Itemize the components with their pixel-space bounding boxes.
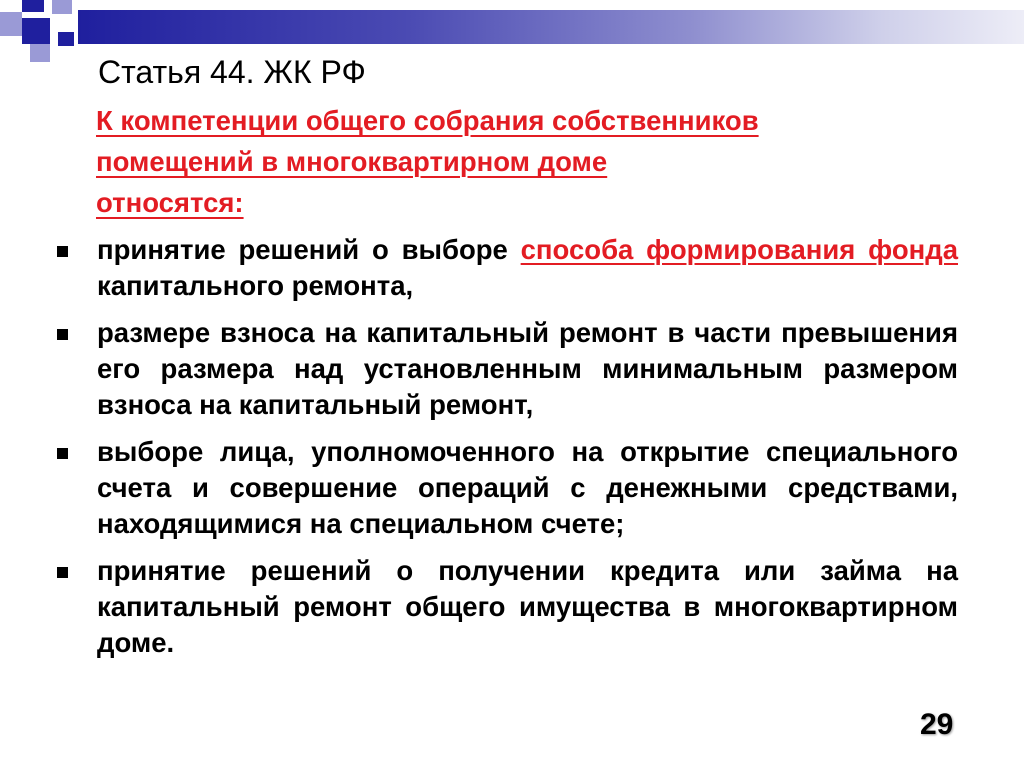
decor-square [22,0,44,12]
decor-square [52,0,72,14]
decor-square [50,14,72,32]
item-text: выборе лица, уполномоченного на открытие специального счета и совершение операций с денежными средствами, находящимися на специальном счете; [97,436,958,539]
bullet-list [0,232,1024,672]
intro-text [96,100,956,223]
decor-square [30,44,50,62]
bullet-square-icon [57,246,68,257]
list-item [97,434,958,542]
header-bar [78,10,1024,44]
list-item [97,553,958,661]
intro-line: помещений в многоквартирном доме [96,146,608,177]
highlighted-text: способа формирования фонда [520,234,958,265]
decor-square [58,32,74,46]
page-number: 29 [920,708,954,741]
list-item [97,315,958,423]
item-text: принятие решений о получении кредита или займа на капитальный ремонт общего имущества в многоквартирном доме. [97,555,958,658]
decor-square [22,18,50,44]
list-item [97,232,958,304]
slide-title: Статья 44. ЖК РФ [98,54,366,90]
bullet-square-icon [57,329,68,340]
intro-line: К компетенции общего собрания собственников [96,105,759,136]
item-text: размере взноса на капитальный ремонт в части превышения его размера над установленным минимальным размером взноса на капитальный ремонт, [97,317,958,420]
decor-square [0,12,22,36]
bullet-square-icon [57,567,68,578]
item-text: принятие решений о выборе [97,234,521,265]
item-text: капитального ремонта, [97,270,414,301]
bullet-square-icon [57,448,68,459]
intro-line: относятся: [96,187,244,218]
